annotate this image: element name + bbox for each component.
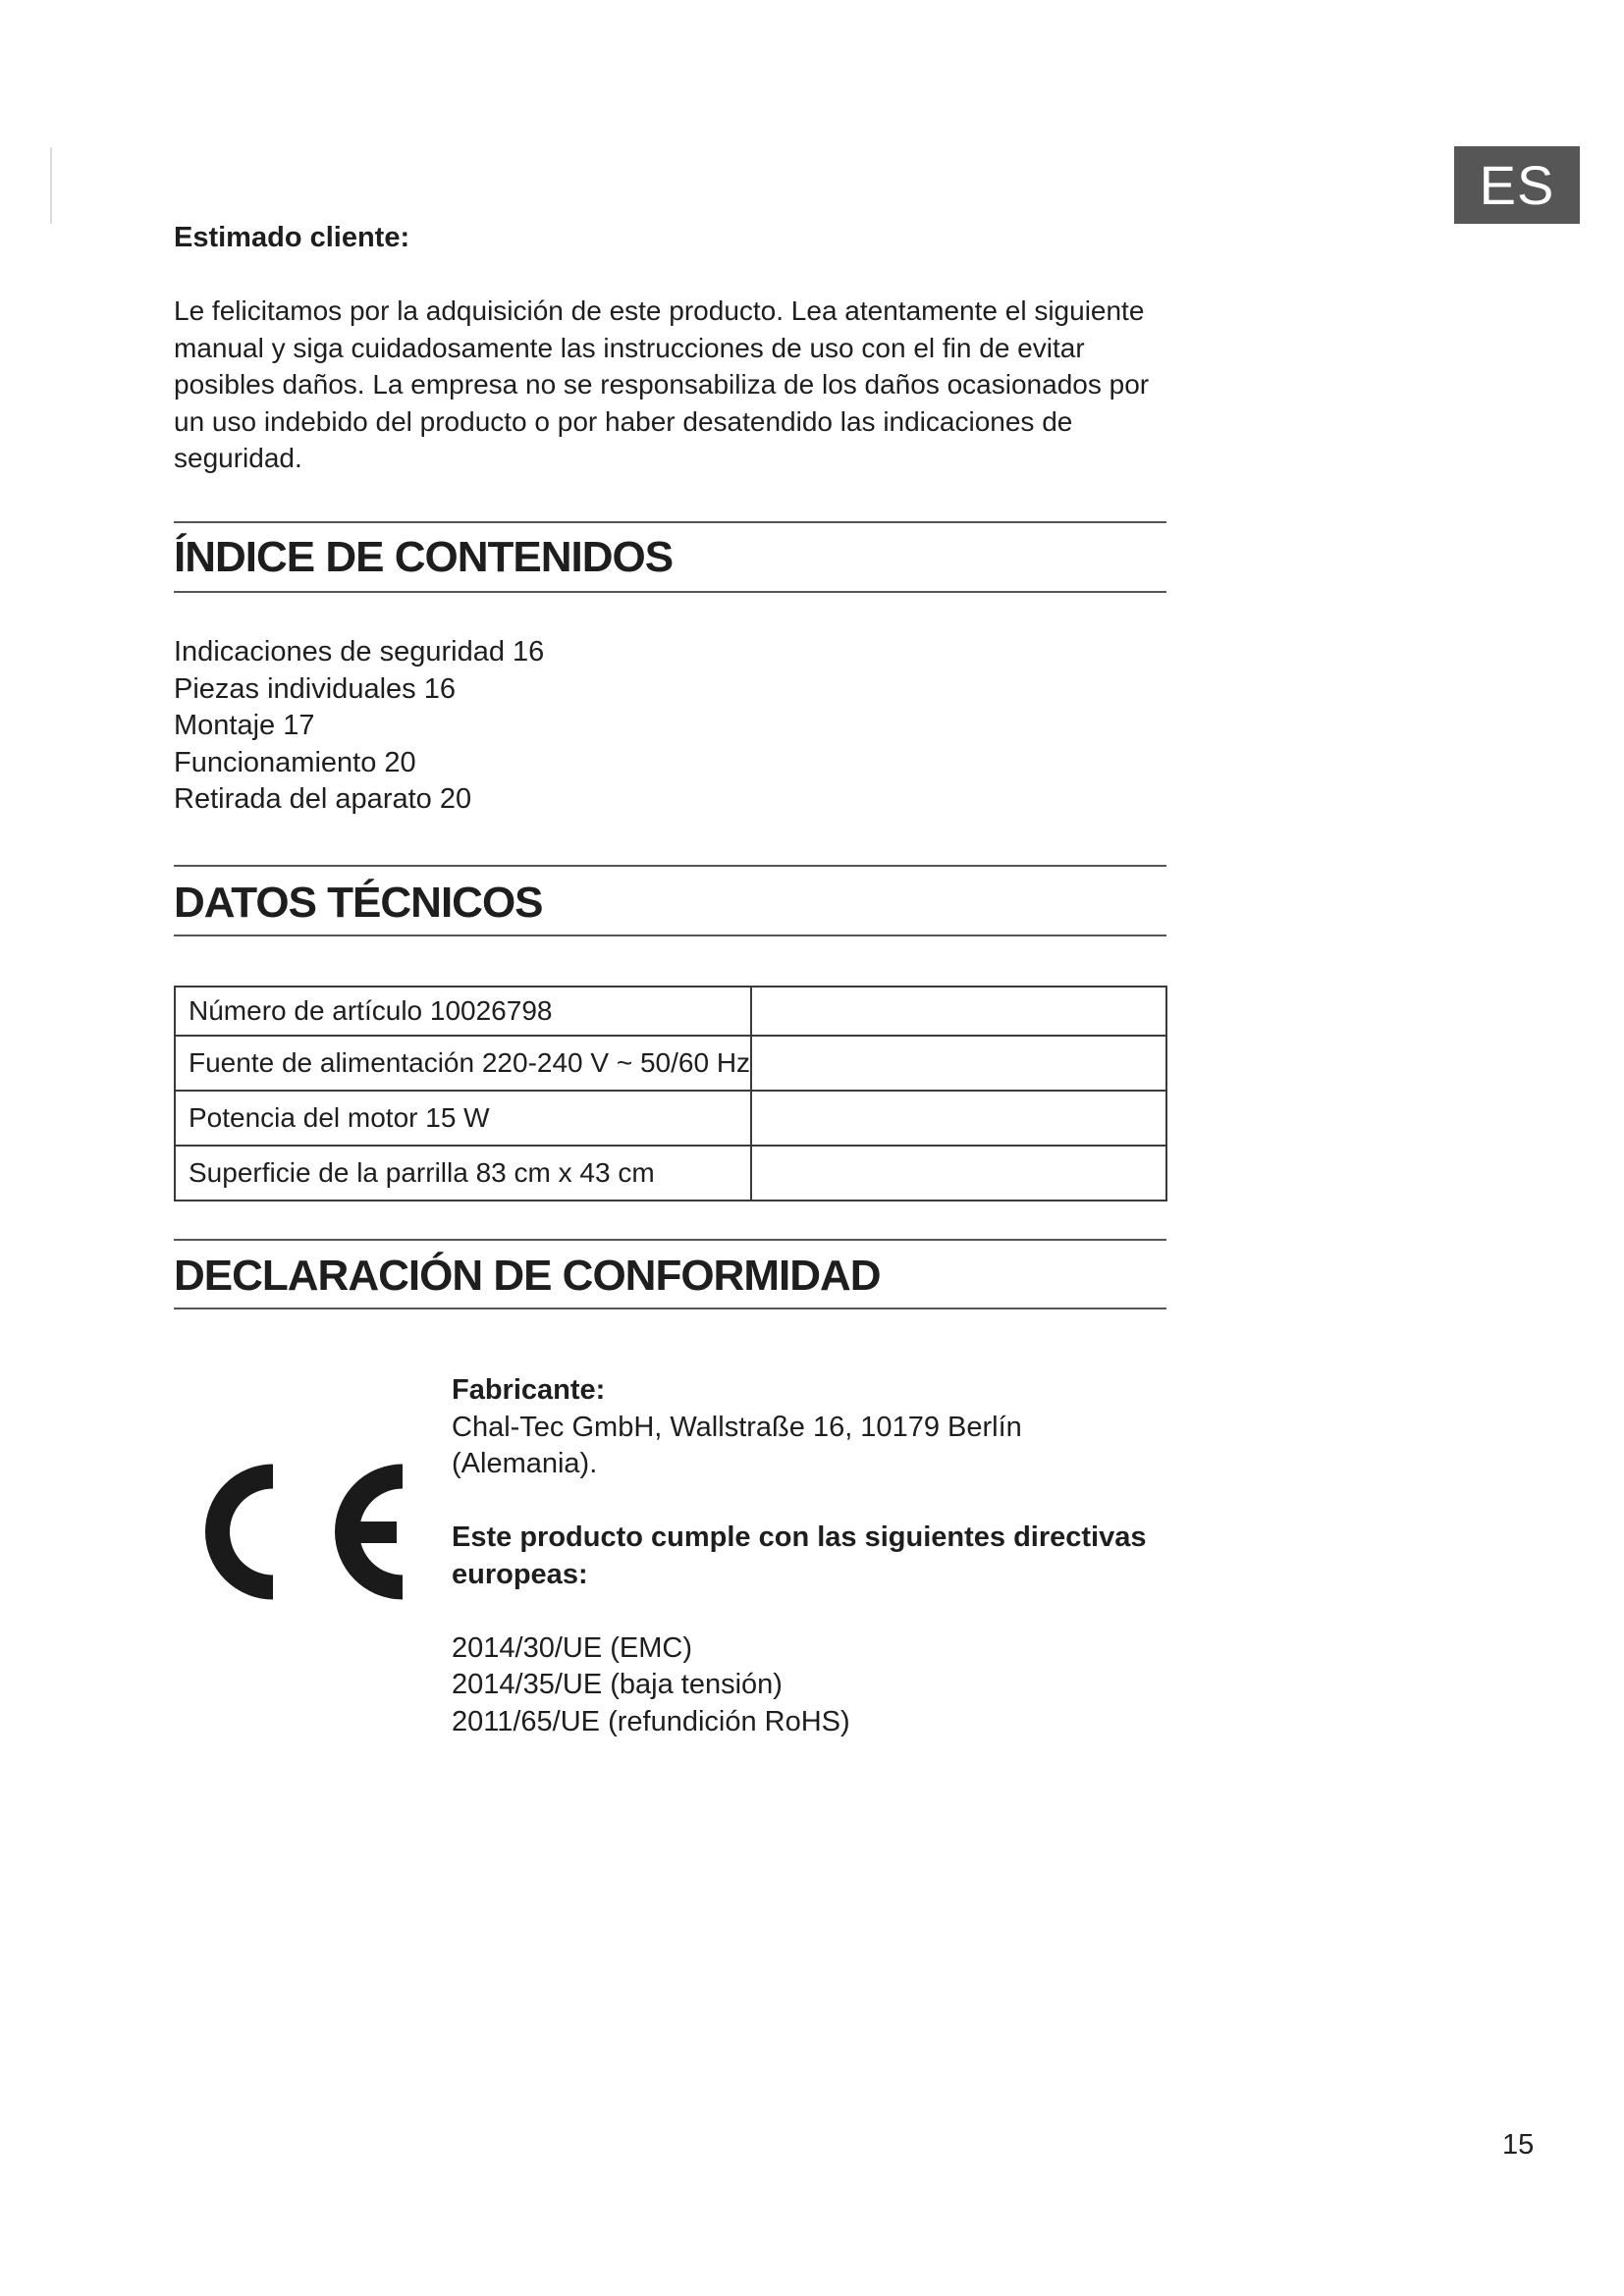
- toc-item: Piezas individuales 16: [174, 672, 456, 705]
- table-row: [175, 1036, 1166, 1091]
- table-cell: [751, 1091, 1166, 1146]
- table-cell: Potencia del motor 15 W: [175, 1091, 751, 1146]
- conformity-title: DECLARACIÓN DE CONFORMIDAD: [174, 1252, 881, 1300]
- table-cell: [751, 1036, 1166, 1091]
- conformity-rule-bottom: [174, 1308, 1166, 1309]
- margin-line: [50, 147, 52, 224]
- toc-rule-top: [174, 521, 1166, 523]
- toc-title: ÍNDICE DE CONTENIDOS: [174, 533, 674, 581]
- table-row: [175, 1146, 1166, 1201]
- table-cell: Superficie de la parrilla 83 cm x 43 cm: [175, 1146, 751, 1201]
- toc-item: Retirada del aparato 20: [174, 783, 472, 815]
- directive-item: 2014/30/UE (EMC): [452, 1631, 692, 1664]
- manufacturer-label: Fabricante:: [452, 1374, 606, 1406]
- table-cell: Número de artículo 10026798: [175, 987, 751, 1036]
- toc-item: Indicaciones de seguridad 16: [174, 636, 545, 667]
- table-row: [175, 1091, 1166, 1146]
- tech-rule-top: [174, 865, 1166, 867]
- conformity-details: [452, 1372, 1159, 1740]
- toc-rule-bottom: [174, 591, 1166, 593]
- greeting: Estimado cliente:: [174, 222, 410, 253]
- table-cell: Fuente de alimentación 220-240 V ~ 50/60 Hz: [175, 1036, 751, 1091]
- directive-item: 2011/65/UE (refundición RoHS): [452, 1705, 850, 1737]
- table-row: [175, 987, 1166, 1036]
- directives-intro: Este producto cumple con las siguientes directivas europeas:: [452, 1522, 1147, 1590]
- tech-title: DATOS TÉCNICOS: [174, 879, 543, 927]
- intro-paragraph: Le felicitamos por la adquisición de este producto. Lea atentamente el siguiente manual y siga cuidadosamente las instrucciones de uso con el fin de evitar posibles daños. La empresa no se responsabiliza de los daños ocasionados por un uso indebido del producto o por haber desatendido las indicaciones de seguridad.: [174, 295, 1150, 473]
- language-badge: ES: [1454, 146, 1580, 224]
- toc-item: Montaje 17: [174, 710, 315, 741]
- table-cell: [751, 987, 1166, 1036]
- toc-item: Funcionamiento 20: [174, 746, 416, 778]
- manufacturer-address: Chal-Tec GmbH, Wallstraße 16, 10179 Berlín (Alemania).: [452, 1411, 1022, 1479]
- ce-mark-icon: [192, 1451, 418, 1613]
- table-cell: [751, 1146, 1166, 1201]
- page-number: 15: [1502, 2129, 1535, 2161]
- directive-item: 2014/35/UE (baja tensión): [452, 1669, 783, 1700]
- tech-rule-bottom: [174, 934, 1166, 936]
- toc-list: [174, 634, 544, 819]
- tech-table: [174, 986, 1167, 1201]
- conformity-rule-top: [174, 1239, 1166, 1241]
